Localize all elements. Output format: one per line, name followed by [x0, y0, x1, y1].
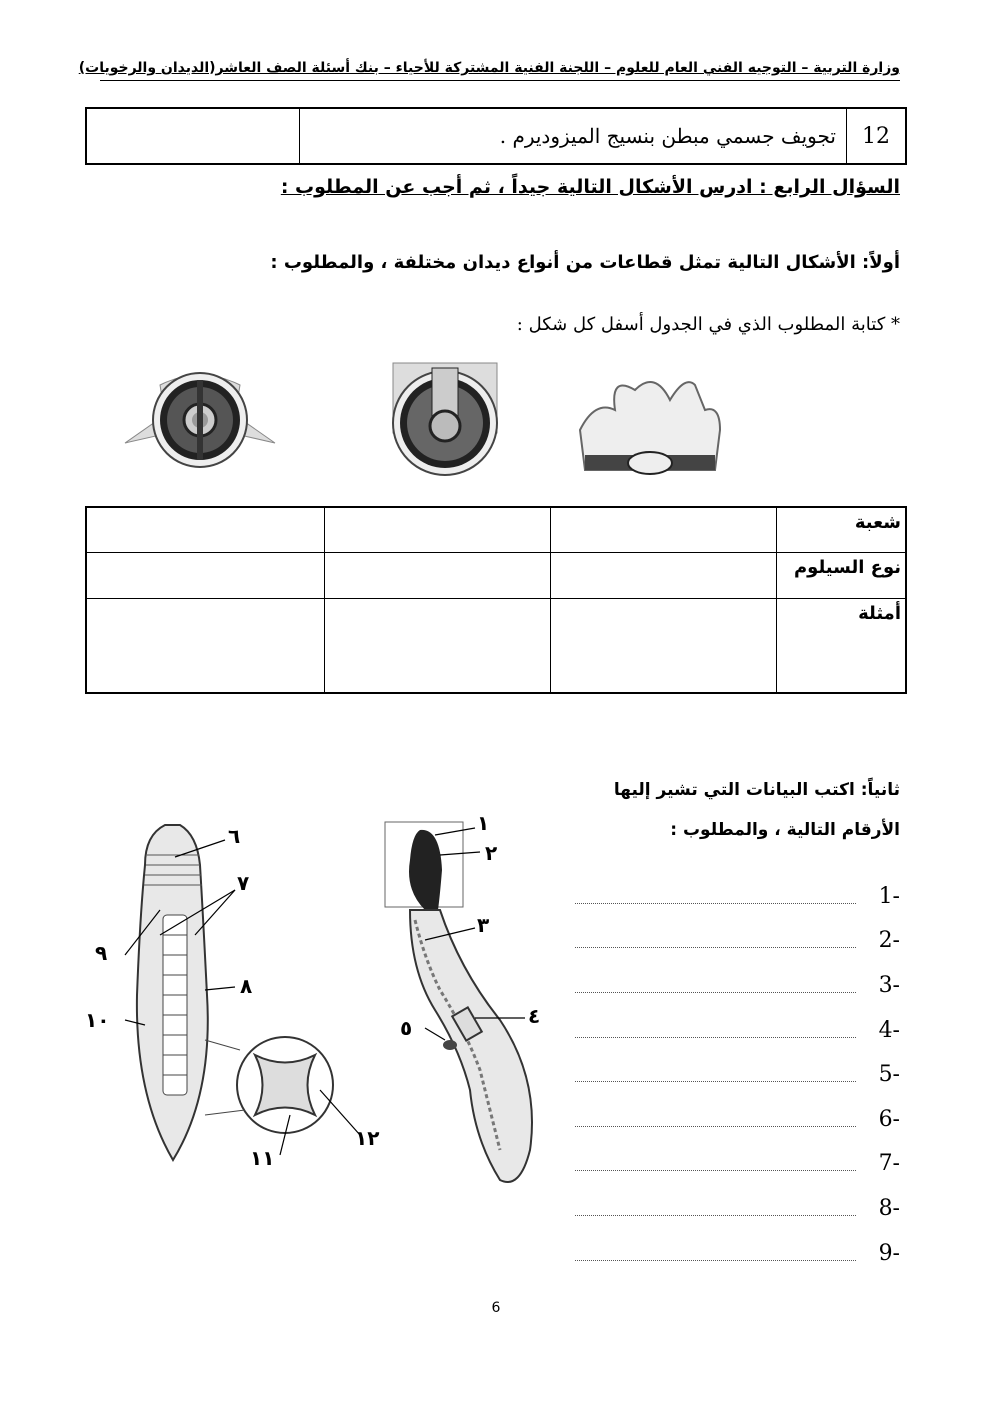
question-12-row [85, 107, 907, 165]
answer-cell[interactable] [86, 507, 325, 552]
answer-line[interactable] [575, 1023, 856, 1038]
annelid-cross-section-figure [120, 355, 280, 485]
answer-row [575, 874, 900, 919]
part2-title [614, 770, 900, 850]
answer-cell[interactable] [86, 552, 325, 598]
answer-row [575, 963, 900, 1008]
answer-row [575, 1231, 900, 1276]
label-6: ٦ [228, 824, 241, 848]
part1-instruction: * كتابة المطلوب الذي في الجدول أسفل كل شكل : [516, 314, 900, 335]
answer-number: 2- [878, 928, 900, 954]
answer-line[interactable] [575, 1246, 856, 1261]
answer-cell[interactable] [551, 507, 777, 552]
answer-cell[interactable] [325, 598, 551, 693]
answer-line[interactable] [575, 978, 856, 993]
label-1: ١ [477, 811, 490, 835]
answer-row [575, 1008, 900, 1053]
label-4: ٤ [528, 1004, 541, 1028]
label-9: ٩ [95, 941, 108, 965]
planaria-diagram [85, 815, 415, 1175]
answer-line[interactable] [575, 1112, 856, 1127]
answer-lines [575, 874, 900, 1275]
label-5: ٥ [400, 1016, 413, 1040]
phylum-table [85, 506, 907, 694]
q12-text: تجويف جسمي مبطن بنسيج الميزوديرم . [300, 108, 847, 164]
answer-cell[interactable] [325, 507, 551, 552]
answer-number: 9- [878, 1240, 900, 1266]
answer-line[interactable] [575, 933, 856, 948]
answer-number: 4- [878, 1017, 900, 1043]
header-rule [100, 80, 900, 81]
answer-number: 6- [878, 1106, 900, 1132]
label-10: ١٠ [85, 1008, 110, 1032]
worm-diagram [380, 810, 560, 1200]
answer-cell[interactable] [551, 552, 777, 598]
answer-line[interactable] [575, 1156, 856, 1171]
part1-title: أولاً: الأشكال التالية تمثل قطاعات من أنواع ديدان مختلفة ، والمطلوب : [270, 252, 900, 273]
answer-line[interactable] [575, 889, 856, 904]
answer-line[interactable] [575, 1201, 856, 1216]
question-4-title: السؤال الرابع : ادرس الأشكال التالية جيداً ، ثم أجب عن المطلوب : [280, 176, 900, 198]
part2-title-line1: ثانياً: اكتب البيانات التي تشير إليها [613, 780, 900, 800]
answer-line[interactable] [575, 1067, 856, 1082]
label-12: ١٢ [355, 1126, 380, 1150]
flatworm-cross-section-figure [575, 370, 725, 485]
answer-row [575, 1142, 900, 1187]
row-label-examples: أمثلة [777, 598, 907, 693]
label-3: ٣ [477, 913, 490, 937]
answer-cell[interactable] [86, 108, 300, 164]
answer-number: 7- [878, 1151, 900, 1177]
label-7: ٧ [237, 871, 250, 895]
answer-row [575, 1052, 900, 1097]
answer-row [575, 919, 900, 964]
label-8: ٨ [240, 974, 253, 998]
answer-number: 8- [878, 1195, 900, 1221]
page-number: 6 [491, 1300, 501, 1316]
answer-number: 3- [878, 972, 900, 998]
q12-number: 12 [847, 108, 907, 164]
answer-row [575, 1186, 900, 1231]
answer-row [575, 1097, 900, 1142]
answer-number: 1- [878, 883, 900, 909]
page-header: وزارة التربية – التوجيه الفني العام للعلوم – اللجنة الفنية المشتركة للأحياء – بنك أسئلة الصف العاشر(الديدان والرخويات) [78, 60, 900, 76]
answer-cell[interactable] [86, 598, 325, 693]
row-label-phylum: شعبة [777, 507, 907, 552]
label-11: ١١ [250, 1146, 275, 1170]
part2-title-line2: الأرقام التالية ، والمطلوب : [670, 820, 900, 840]
row-label-coelom-type: نوع السيلوم [777, 552, 907, 598]
label-2: ٢ [485, 841, 498, 865]
answer-cell[interactable] [325, 552, 551, 598]
nematode-cross-section-figure [385, 358, 505, 488]
answer-number: 5- [878, 1062, 900, 1088]
answer-cell[interactable] [551, 598, 777, 693]
